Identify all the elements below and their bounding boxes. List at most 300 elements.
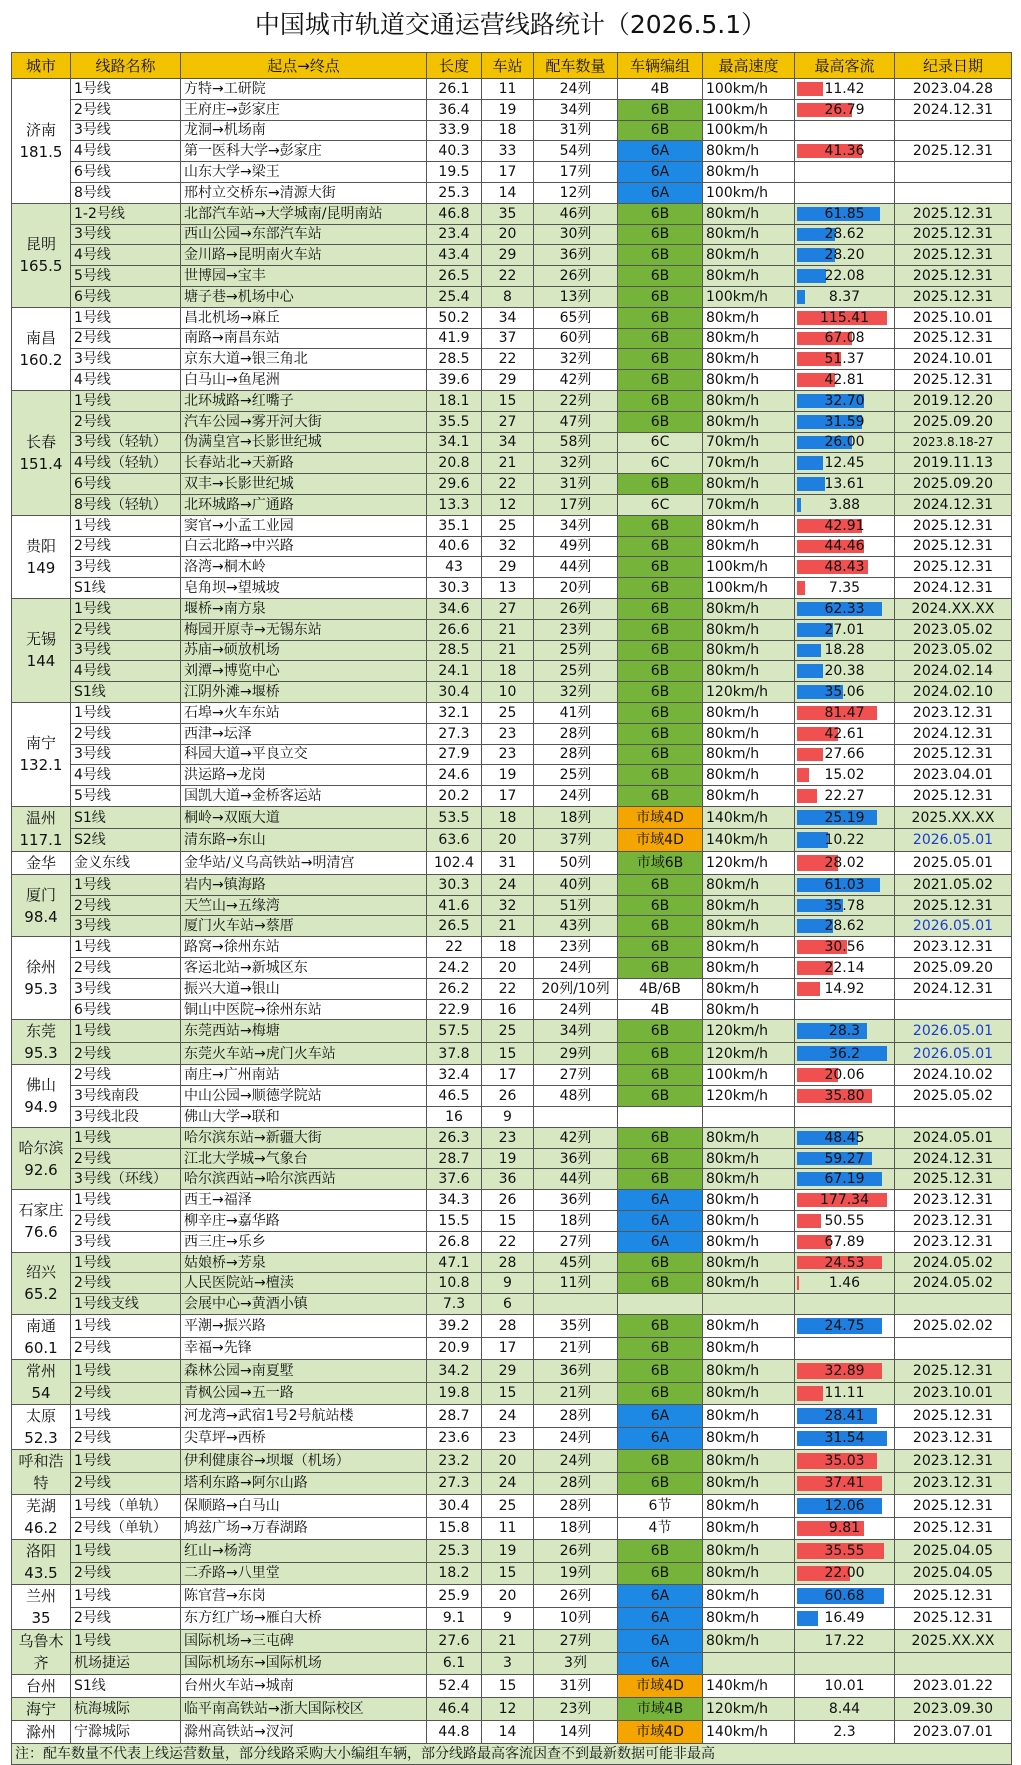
route: 二乔路→八里堂 — [181, 1562, 427, 1585]
line-name: 2号线 — [71, 1042, 181, 1065]
record-date: 2023.01.22 — [895, 1675, 1012, 1698]
table-row — [12, 1252, 1012, 1273]
max-flow-cell — [795, 1562, 895, 1585]
max-flow-value: 44.46 — [824, 538, 865, 555]
max-flow-cell — [795, 474, 895, 495]
city-cell — [12, 515, 71, 598]
max-speed: 80km/h — [703, 1630, 795, 1653]
max-flow-cell — [795, 1086, 895, 1107]
record-date: 2019.11.13 — [895, 453, 1012, 474]
max-speed: 70km/h — [703, 453, 795, 474]
max-speed: 80km/h — [703, 1540, 795, 1563]
route: 皂角坝→望城坡 — [181, 578, 427, 599]
vehicle-formation: 6B — [618, 578, 703, 599]
max-speed: 80km/h — [703, 874, 795, 895]
city-name: 兰州 — [25, 1587, 56, 1606]
max-flow-cell — [795, 1607, 895, 1630]
length: 19.5 — [427, 162, 482, 183]
length: 50.2 — [427, 307, 482, 328]
length: 22.9 — [427, 999, 482, 1020]
max-speed: 100km/h — [703, 120, 795, 141]
line-name: 2号线 — [71, 1148, 181, 1169]
length: 46.8 — [427, 203, 482, 224]
city-cell — [12, 79, 71, 204]
length: 37.8 — [427, 1042, 482, 1065]
record-date: 2026.05.01 — [895, 829, 1012, 852]
max-speed: 100km/h — [703, 79, 795, 100]
max-flow-cell — [795, 120, 895, 141]
max-flow-value: 7.35 — [828, 580, 861, 597]
city-name: 无锡 — [25, 630, 56, 649]
max-flow-cell — [795, 224, 895, 245]
car-count: 35列 — [534, 1315, 618, 1338]
vehicle-formation: 6A — [618, 1405, 703, 1428]
max-speed: 80km/h — [703, 1337, 795, 1360]
car-count: 34列 — [534, 99, 618, 120]
header-date: 纪录日期 — [895, 53, 1012, 79]
route: 尖草坪→西桥 — [181, 1427, 427, 1450]
record-date: 2023.8.18-27 — [895, 432, 1012, 453]
record-date: 2025.05.02 — [895, 1086, 1012, 1107]
car-count: 26列 — [534, 598, 618, 619]
city-name: 洛阳 — [25, 1542, 56, 1561]
car-count: 20列 — [534, 578, 618, 599]
table-row — [12, 99, 1012, 120]
max-flow-value: 22.27 — [824, 787, 865, 804]
table-row — [12, 224, 1012, 245]
table-row — [12, 1231, 1012, 1252]
table-row — [12, 432, 1012, 453]
length: 26.1 — [427, 79, 482, 100]
table-row — [12, 978, 1012, 999]
max-flow-cell — [795, 978, 895, 999]
route: 窦官→小孟工业园 — [181, 515, 427, 536]
car-count: 49列 — [534, 536, 618, 557]
station-count: 21 — [482, 916, 534, 937]
max-flow-value: 14.92 — [824, 980, 865, 997]
vehicle-formation: 6B — [618, 245, 703, 266]
max-flow-value: 35.06 — [824, 684, 865, 700]
max-flow-cell — [795, 245, 895, 266]
city-name: 南通 — [25, 1317, 56, 1336]
max-speed: 80km/h — [703, 1315, 795, 1338]
max-flow-cell — [795, 661, 895, 682]
station-count: 18 — [482, 937, 534, 958]
vehicle-formation: 市域4D — [618, 1721, 703, 1744]
table-row — [12, 1630, 1012, 1653]
table-row — [12, 806, 1012, 829]
max-speed: 80km/h — [703, 349, 795, 370]
length: 18.1 — [427, 390, 482, 411]
car-count: 44列 — [534, 557, 618, 578]
city-name: 南昌 — [25, 328, 56, 347]
max-flow-cell — [795, 1540, 895, 1563]
vehicle-formation: 6A — [618, 1652, 703, 1675]
record-date: 2023.05.02 — [895, 619, 1012, 640]
route: 陈官营→东岗 — [181, 1585, 427, 1608]
line-name: 3号线（环线） — [71, 1169, 181, 1190]
vehicle-formation: 6B — [618, 1020, 703, 1043]
length: 35.1 — [427, 515, 482, 536]
route: 西津→坛泽 — [181, 723, 427, 744]
line-name: 1号线 — [71, 1450, 181, 1473]
vehicle-formation: 市域6B — [618, 851, 703, 874]
table-row — [12, 1042, 1012, 1065]
record-date: 2023.09.30 — [895, 1698, 1012, 1721]
max-flow-cell — [795, 411, 895, 432]
max-speed: 80km/h — [703, 702, 795, 723]
record-date — [895, 182, 1012, 203]
length: 26.5 — [427, 916, 482, 937]
vehicle-formation: 6B — [618, 474, 703, 495]
vehicle-formation: 6B — [618, 1540, 703, 1563]
max-flow-value: 67.89 — [824, 1233, 865, 1250]
length: 30.4 — [427, 682, 482, 703]
record-date: 2024.05.02 — [895, 1273, 1012, 1294]
vehicle-formation: 6B — [618, 958, 703, 979]
record-date: 2025.12.31 — [895, 1169, 1012, 1190]
table-row — [12, 1020, 1012, 1043]
route: 厦门火车站→蔡厝 — [181, 916, 427, 937]
max-speed: 80km/h — [703, 1405, 795, 1428]
city-cell — [12, 390, 71, 515]
car-count: 44列 — [534, 1169, 618, 1190]
route: 岩内→镇海路 — [181, 874, 427, 895]
max-speed: 80km/h — [703, 1607, 795, 1630]
max-speed — [703, 1294, 795, 1315]
length: 24.1 — [427, 661, 482, 682]
station-count: 31 — [482, 851, 534, 874]
max-speed: 80km/h — [703, 958, 795, 979]
max-flow-value: 42.81 — [824, 372, 865, 389]
max-flow-cell — [795, 1042, 895, 1065]
max-flow-cell — [795, 806, 895, 829]
route: 西王→福泽 — [181, 1190, 427, 1211]
car-count: 24列 — [534, 1450, 618, 1473]
vehicle-formation: 6B — [618, 916, 703, 937]
station-count: 28 — [482, 1315, 534, 1338]
max-flow-cell — [795, 349, 895, 370]
max-speed: 80km/h — [703, 266, 795, 287]
city-length: 132.1 — [19, 756, 63, 775]
city-name: 石家庄 — [18, 1200, 64, 1219]
max-flow-value: 8.37 — [828, 288, 861, 305]
table-row — [12, 786, 1012, 807]
station-count: 25 — [482, 1495, 534, 1518]
station-count: 25 — [482, 702, 534, 723]
table-row — [12, 141, 1012, 162]
city-cell — [12, 1721, 71, 1744]
station-count: 26 — [482, 1190, 534, 1211]
station-count: 29 — [482, 1360, 534, 1383]
route: 方特→工研院 — [181, 79, 427, 100]
max-flow-value: 41.36 — [824, 143, 865, 160]
max-flow-value: 32.70 — [824, 392, 865, 409]
max-flow-cell — [795, 1360, 895, 1383]
max-flow-cell — [795, 494, 895, 515]
station-count: 20 — [482, 1450, 534, 1473]
route: 山东大学→梁王 — [181, 162, 427, 183]
line-name: 4号线 — [71, 141, 181, 162]
record-date: 2025.02.02 — [895, 1315, 1012, 1338]
station-count: 18 — [482, 806, 534, 829]
table-row — [12, 765, 1012, 786]
city-name: 东莞 — [25, 1022, 56, 1041]
max-speed: 80km/h — [703, 999, 795, 1020]
max-flow-value: 51.37 — [824, 351, 865, 368]
record-date: 2024.10.02 — [895, 1065, 1012, 1086]
city-cell — [12, 1540, 71, 1585]
line-name: 6号线 — [71, 286, 181, 307]
length: 25.3 — [427, 1540, 482, 1563]
route: 北环城路→广通路 — [181, 494, 427, 515]
metro-table — [11, 52, 1012, 1765]
length: 16 — [427, 1107, 482, 1128]
max-flow-value: 20.06 — [824, 1067, 865, 1084]
route: 临平南高铁站→浙大国际校区 — [181, 1698, 427, 1721]
city-name: 金华 — [25, 853, 56, 872]
table-row — [12, 411, 1012, 432]
max-flow-cell — [795, 682, 895, 703]
route: 东莞西站→梅塘 — [181, 1020, 427, 1043]
vehicle-formation: 4B — [618, 999, 703, 1020]
route: 哈尔滨东站→新疆大街 — [181, 1127, 427, 1148]
city-cell — [12, 1495, 71, 1540]
max-flow-cell — [795, 1294, 895, 1315]
length: 15.8 — [427, 1517, 482, 1540]
station-count: 33 — [482, 141, 534, 162]
vehicle-formation: 6B — [618, 661, 703, 682]
length: 24.6 — [427, 765, 482, 786]
line-name: 4号线 — [71, 245, 181, 266]
car-count: 43列 — [534, 916, 618, 937]
max-speed: 80km/h — [703, 1472, 795, 1495]
max-flow-cell — [795, 1495, 895, 1518]
length: 53.5 — [427, 806, 482, 829]
vehicle-formation: 6C — [618, 453, 703, 474]
note-row — [12, 1744, 1012, 1765]
route: 振兴大道→银山 — [181, 978, 427, 999]
max-flow-value: 67.19 — [824, 1171, 865, 1188]
city-length: 151.4 — [19, 454, 63, 473]
max-speed: 80km/h — [703, 937, 795, 958]
record-date: 2023.04.28 — [895, 79, 1012, 100]
length: 20.9 — [427, 1337, 482, 1360]
line-name: 4号线（轻轨） — [71, 453, 181, 474]
vehicle-formation: 6B — [618, 349, 703, 370]
station-count: 6 — [482, 1294, 534, 1315]
max-flow-cell — [795, 370, 895, 391]
record-date: 2023.12.31 — [895, 1472, 1012, 1495]
max-flow-cell — [795, 702, 895, 723]
table-row — [12, 999, 1012, 1020]
city-cell — [12, 598, 71, 702]
city-cell — [12, 1675, 71, 1698]
length: 18.2 — [427, 1562, 482, 1585]
max-flow-cell — [795, 515, 895, 536]
line-name: 2号线（单轨） — [71, 1517, 181, 1540]
vehicle-formation: 6B — [618, 786, 703, 807]
max-speed: 80km/h — [703, 1495, 795, 1518]
vehicle-formation: 6B — [618, 937, 703, 958]
max-speed: 100km/h — [703, 578, 795, 599]
max-speed: 80km/h — [703, 1517, 795, 1540]
record-date: 2025.12.31 — [895, 895, 1012, 916]
max-speed: 80km/h — [703, 1148, 795, 1169]
route: 平潮→振兴路 — [181, 1315, 427, 1338]
line-name: 3号线北段 — [71, 1107, 181, 1128]
vehicle-formation: 6A — [618, 1190, 703, 1211]
table-row — [12, 286, 1012, 307]
max-flow-value: 37.41 — [824, 1475, 865, 1492]
table-row — [12, 1190, 1012, 1211]
max-flow-value: 67.08 — [824, 330, 865, 347]
max-flow-value: 42.61 — [824, 725, 865, 742]
station-count: 25 — [482, 515, 534, 536]
max-flow-cell — [795, 1698, 895, 1721]
record-date: 2023.12.31 — [895, 1231, 1012, 1252]
table-row — [12, 162, 1012, 183]
table-row — [12, 203, 1012, 224]
station-count: 20 — [482, 224, 534, 245]
vehicle-formation: 6A — [618, 1630, 703, 1653]
car-count: 31列 — [534, 1675, 618, 1698]
line-name: 3号线 — [71, 744, 181, 765]
max-flow-value: 42.91 — [824, 517, 865, 534]
max-speed: 80km/h — [703, 1231, 795, 1252]
route: 西山公园→东部汽车站 — [181, 224, 427, 245]
record-date: 2025.12.31 — [895, 536, 1012, 557]
header-length: 长度 — [427, 53, 482, 79]
line-name: 6号线 — [71, 999, 181, 1020]
table-row — [12, 182, 1012, 203]
line-name: 1号线（单轨） — [71, 1495, 181, 1518]
vehicle-formation: 6节 — [618, 1495, 703, 1518]
length: 26.6 — [427, 619, 482, 640]
max-flow-cell — [795, 1231, 895, 1252]
max-speed: 80km/h — [703, 390, 795, 411]
station-count: 27 — [482, 598, 534, 619]
station-count: 14 — [482, 182, 534, 203]
vehicle-formation: 6B — [618, 411, 703, 432]
station-count: 12 — [482, 494, 534, 515]
length: 40.6 — [427, 536, 482, 557]
max-flow-value: 22.00 — [824, 1565, 865, 1582]
table-row — [12, 1148, 1012, 1169]
line-name: 1号线 — [71, 1315, 181, 1338]
line-name: 1号线 — [71, 307, 181, 328]
vehicle-formation: 6B — [618, 328, 703, 349]
length: 34.1 — [427, 432, 482, 453]
line-name: 1号线支线 — [71, 1294, 181, 1315]
table-row — [12, 390, 1012, 411]
max-flow-cell — [795, 432, 895, 453]
vehicle-formation: 市域4D — [618, 1675, 703, 1698]
station-count: 22 — [482, 978, 534, 999]
max-flow-value: 35.55 — [824, 1542, 865, 1559]
max-flow-value: 3.88 — [828, 496, 861, 513]
station-count: 23 — [482, 1127, 534, 1148]
max-flow-value: 20.38 — [824, 663, 865, 680]
car-count: 3列 — [534, 1652, 618, 1675]
max-flow-cell — [795, 1252, 895, 1273]
max-flow-cell — [795, 1405, 895, 1428]
table-row — [12, 79, 1012, 100]
table-row — [12, 557, 1012, 578]
max-flow-cell — [795, 578, 895, 599]
length: 27.9 — [427, 744, 482, 765]
max-speed: 80km/h — [703, 245, 795, 266]
length: 29.6 — [427, 474, 482, 495]
station-count: 21 — [482, 1630, 534, 1653]
max-flow-cell — [795, 1675, 895, 1698]
car-count: 32列 — [534, 349, 618, 370]
route: 南路→南昌东站 — [181, 328, 427, 349]
record-date: 2023.04.01 — [895, 765, 1012, 786]
line-name: 2号线 — [71, 328, 181, 349]
route: 滁州高铁站→汊河 — [181, 1721, 427, 1744]
car-count: 24列 — [534, 786, 618, 807]
car-count: 29列 — [534, 1042, 618, 1065]
length: 34.3 — [427, 1190, 482, 1211]
station-count: 15 — [482, 1562, 534, 1585]
car-count: 42列 — [534, 370, 618, 391]
max-speed: 80km/h — [703, 619, 795, 640]
station-count: 11 — [482, 79, 534, 100]
page-title: 中国城市轨道交通运营线路统计（2026.5.1） — [254, 10, 767, 39]
city-cell — [12, 1405, 71, 1450]
table-row — [12, 1495, 1012, 1518]
table-row — [12, 245, 1012, 266]
line-name: 2号线 — [71, 1562, 181, 1585]
line-name: 1号线 — [71, 79, 181, 100]
max-speed: 80km/h — [703, 370, 795, 391]
table-row — [12, 1360, 1012, 1383]
max-flow-cell — [795, 640, 895, 661]
max-flow-value: 35.80 — [824, 1088, 865, 1105]
line-name: 宁滁城际 — [71, 1721, 181, 1744]
city-cell — [12, 937, 71, 1020]
max-speed: 80km/h — [703, 1382, 795, 1405]
length: 24.2 — [427, 958, 482, 979]
length: 40.3 — [427, 141, 482, 162]
line-name: 6号线 — [71, 474, 181, 495]
station-count: 36 — [482, 1169, 534, 1190]
route: 西三庄→乐乡 — [181, 1231, 427, 1252]
route: 金华站/义乌高铁站→明清宫 — [181, 851, 427, 874]
vehicle-formation: 6B — [618, 370, 703, 391]
record-date: 2025.10.01 — [895, 307, 1012, 328]
max-speed: 80km/h — [703, 1562, 795, 1585]
route: 森林公园→南夏墅 — [181, 1360, 427, 1383]
city-length: 60.1 — [24, 1339, 58, 1358]
station-count: 37 — [482, 328, 534, 349]
length: 28.5 — [427, 349, 482, 370]
table-row — [12, 1652, 1012, 1675]
station-count: 19 — [482, 99, 534, 120]
line-name: 2号线 — [71, 1065, 181, 1086]
route: 国凯大道→金桥客运站 — [181, 786, 427, 807]
length: 25.9 — [427, 1585, 482, 1608]
max-flow-cell — [795, 1517, 895, 1540]
car-count: 31列 — [534, 120, 618, 141]
station-count: 22 — [482, 474, 534, 495]
max-flow-cell — [795, 723, 895, 744]
table-row — [12, 1585, 1012, 1608]
table-row — [12, 515, 1012, 536]
car-count: 27列 — [534, 1065, 618, 1086]
vehicle-formation: 6C — [618, 432, 703, 453]
